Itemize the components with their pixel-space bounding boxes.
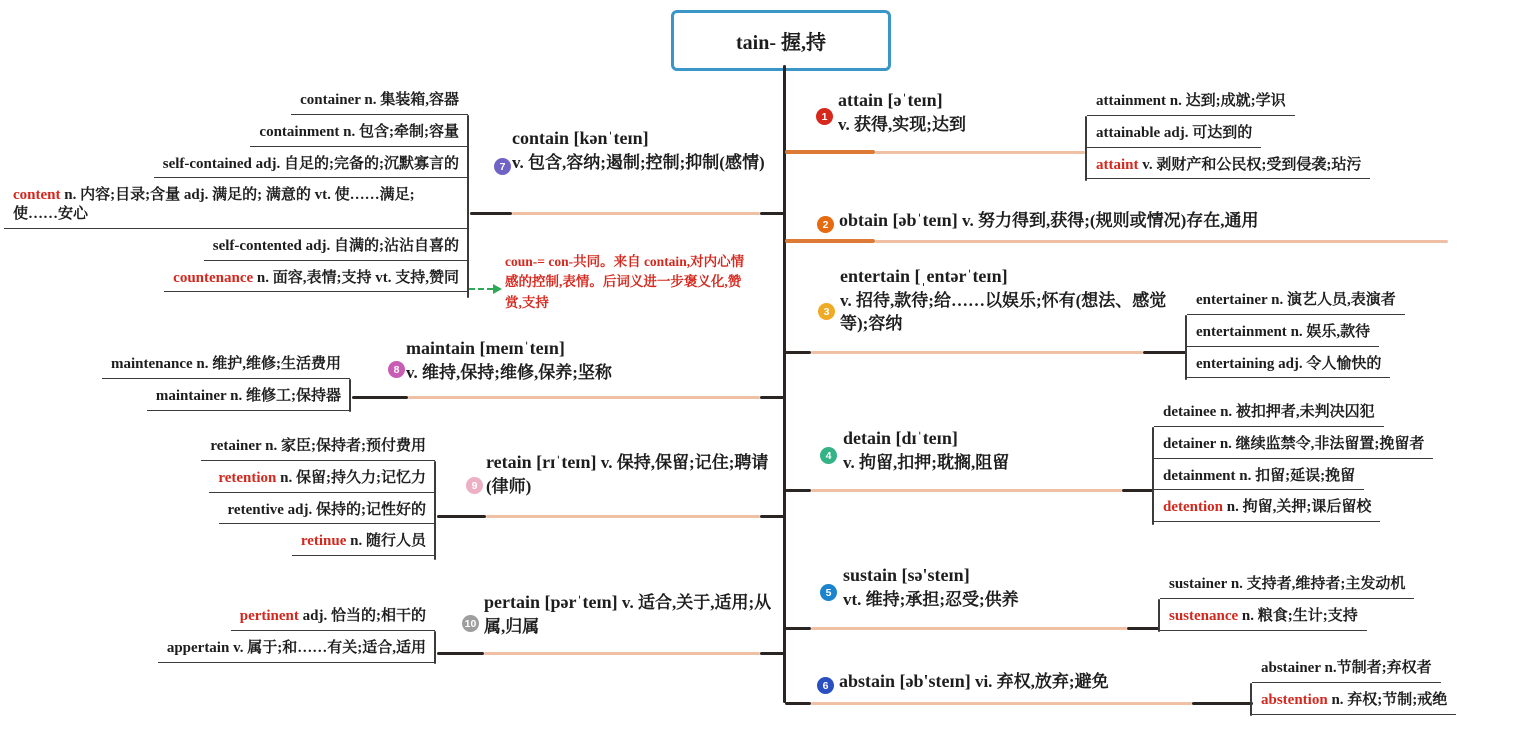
child-entertainer: entertainer n. 演艺人员,表演者 — [1187, 288, 1405, 315]
children-connector-detain — [1122, 489, 1154, 492]
children-contain — [0, 88, 468, 292]
child-pertinent: pertinent adj. 恰当的;相干的 — [231, 604, 435, 631]
children-attain — [1087, 89, 1370, 179]
def-contain: v. 包含,容纳;遏制;控制;抑制(感情) — [512, 152, 765, 172]
def-obtain: v. 努力得到,获得;(规则或情况)存在,通用 — [961, 211, 1259, 230]
child-entertaining: entertaining adj. 令人愉快的 — [1187, 352, 1390, 379]
badge-pertain: 10 — [462, 615, 479, 632]
def-attain: v. 获得,实现;达到 — [838, 114, 966, 134]
word-pertain: pertain — [484, 592, 540, 612]
child-sustenance: sustenance n. 粮食;生计;支持 — [1160, 604, 1367, 631]
child-sustainer: sustainer n. 支持者,维持者;主发动机 — [1160, 572, 1414, 599]
child-entertainment: entertainment n. 娱乐,款待 — [1187, 320, 1379, 347]
child-self-contented: self-contented adj. 自满的;沾沾自喜的 — [204, 234, 468, 261]
node-retain — [486, 450, 774, 498]
child-containment: containment n. 包含;牵制;容量 — [250, 120, 468, 147]
child-retainer: retainer n. 家臣;保持者;预付费用 — [201, 434, 435, 461]
phonetic-obtain: [əbˈteɪn] — [892, 210, 958, 230]
children-spine-maintain — [349, 379, 351, 412]
child-container: container n. 集装箱,容器 — [291, 88, 468, 115]
phonetic-retain: [rɪˈteɪn] — [536, 452, 597, 472]
branch-line-maintain — [408, 396, 760, 399]
branch-line-obtain — [785, 239, 875, 243]
branch-line-attain-2 — [875, 151, 1085, 154]
children-retain — [0, 434, 435, 556]
badge-maintain: 8 — [388, 361, 405, 378]
phonetic-detain: [dɪˈteɪn] — [895, 428, 958, 448]
branch-elbow-retain — [760, 515, 785, 518]
node-entertain — [840, 264, 1185, 336]
phonetic-abstain: [əb'steɪn] — [899, 671, 971, 691]
node-detain — [843, 426, 1009, 474]
badge-sustain: 5 — [820, 584, 837, 601]
child-detainment: detainment n. 扣留;延误;挽留 — [1154, 464, 1364, 491]
child-attainment: attainment n. 达到;成就;学识 — [1087, 89, 1295, 116]
branch-line-pertain — [484, 652, 760, 655]
green-arrowhead-icon — [493, 284, 502, 294]
children-spine-sustain — [1158, 599, 1160, 632]
branch-line-detain — [811, 489, 1122, 492]
children-sustain — [1160, 572, 1414, 631]
word-sustain: sustain — [843, 565, 898, 585]
child-abstention: abstention n. 弃权;节制;戒绝 — [1252, 688, 1456, 715]
branch-line-retain — [486, 515, 760, 518]
child-countenance: countenance n. 面容,表情;支持 vt. 支持,赞同 — [164, 266, 468, 293]
branch-line-obtain-2 — [875, 240, 1448, 243]
children-spine-entertain — [1185, 315, 1187, 380]
children-pertain — [0, 604, 435, 663]
child-detainer: detainer n. 继续监禁令,非法留置;挽留者 — [1154, 432, 1433, 459]
children-entertain — [1187, 288, 1405, 378]
child-maintainer: maintainer n. 维修工;保持器 — [147, 384, 350, 411]
node-abstain — [839, 669, 1109, 694]
def-retain: v. 保持,保留;记住;聘请(律师) — [486, 453, 769, 496]
phonetic-pertain: [pərˈteɪn] — [544, 592, 618, 612]
word-abstain: abstain — [839, 671, 896, 691]
branch-line-abstain — [811, 702, 1192, 705]
branch-elbow-pertain — [760, 652, 785, 655]
branch-elbow-entertain — [785, 351, 811, 354]
child-attainable: attainable adj. 可达到的 — [1087, 121, 1261, 148]
branch-elbow-sustain — [785, 627, 811, 630]
children-maintain — [0, 352, 350, 411]
branch-elbow-abstain — [785, 702, 811, 705]
badge-abstain: 6 — [817, 677, 834, 694]
etymology-note: coun-= con-共同。来自 contain,对内心情感的控制,表情。后词义进一步褒义化,赞赏,支持 — [505, 254, 745, 310]
word-retain: retain — [486, 452, 532, 472]
badge-detain: 4 — [820, 447, 837, 464]
children-spine-contain — [467, 115, 469, 298]
child-detention: detention n. 拘留,关押;课后留校 — [1154, 495, 1380, 522]
children-connector-entertain — [1143, 351, 1187, 354]
badge-retain: 9 — [466, 477, 483, 494]
child-maintenance: maintenance n. 维护,维修;生活费用 — [102, 352, 350, 379]
children-spine-attain — [1085, 116, 1087, 181]
def-detain: v. 拘留,扣押;耽搁,阻留 — [843, 452, 1010, 472]
children-connector-pertain — [437, 652, 484, 655]
word-maintain: maintain — [406, 338, 476, 358]
node-attain — [838, 88, 966, 136]
branch-elbow-contain — [760, 212, 785, 215]
children-spine-abstain — [1250, 683, 1252, 716]
node-sustain — [843, 563, 1019, 611]
branch-line-attain — [785, 150, 875, 154]
root-topic — [671, 10, 891, 71]
phonetic-contain: [kənˈteɪn] — [573, 128, 649, 148]
def-abstain: vi. 弃权,放弃;避免 — [974, 672, 1109, 691]
word-contain: contain — [512, 128, 570, 148]
child-content: content n. 内容;目录;含量 adj. 满足的; 满意的 vt. 使……满足;使……安心 — [4, 183, 468, 229]
phonetic-attain: [əˈteɪn] — [887, 90, 943, 110]
node-obtain — [839, 208, 1258, 233]
branch-elbow-maintain — [760, 396, 785, 399]
child-appertain: appertain v. 属于;和……有关;适合,适用 — [158, 636, 435, 663]
word-obtain: obtain — [839, 210, 889, 230]
node-maintain — [406, 336, 612, 384]
word-detain: detain — [843, 428, 892, 448]
children-connector-sustain — [1127, 627, 1160, 630]
children-connector-abstain — [1192, 702, 1253, 705]
node-pertain — [484, 590, 772, 638]
children-abstain — [1252, 656, 1456, 715]
badge-obtain: 2 — [817, 216, 834, 233]
children-detain — [1154, 400, 1433, 522]
children-spine-pertain — [434, 631, 436, 664]
child-retinue: retinue n. 随行人员 — [292, 529, 435, 556]
root-topic-label: tain- 握,持 — [736, 32, 826, 54]
child-self-contained: self-contained adj. 自足的;完备的;沉默寡言的 — [154, 152, 468, 179]
def-pertain: v. 适合,关于,适用;从属,归属 — [484, 593, 772, 636]
def-sustain: vt. 维持;承担;忍受;供养 — [843, 589, 1019, 609]
phonetic-maintain: [meɪnˈteɪn] — [479, 338, 565, 358]
child-abstainer: abstainer n.节制者;弃权者 — [1252, 656, 1441, 683]
children-connector-contain — [470, 212, 512, 215]
word-entertain: entertain — [840, 266, 910, 286]
children-connector-retain — [437, 515, 486, 518]
def-entertain: v. 招待,款待;给……以娱乐;怀有(想法、感觉等);容纳 — [840, 290, 1167, 334]
child-retentive: retentive adj. 保持的;记性好的 — [219, 498, 435, 525]
green-dashed-arrow-icon — [469, 288, 493, 290]
children-spine-retain — [434, 461, 436, 560]
branch-line-contain — [512, 212, 760, 215]
child-detainee: detainee n. 被扣押者,未判决囚犯 — [1154, 400, 1384, 427]
word-attain: attain — [838, 90, 883, 110]
child-retention: retention n. 保留;持久力;记忆力 — [209, 466, 435, 493]
child-attaint: attaint v. 剥财产和公民权;受到侵袭;玷污 — [1087, 153, 1370, 180]
badge-contain: 7 — [494, 158, 511, 175]
def-maintain: v. 维持,保持;维修,保养;坚称 — [406, 362, 612, 382]
badge-attain: 1 — [816, 108, 833, 125]
phonetic-sustain: [sə'steɪn] — [901, 565, 970, 585]
branch-elbow-detain — [785, 489, 811, 492]
branch-line-entertain — [811, 351, 1143, 354]
node-contain — [512, 126, 784, 174]
children-connector-maintain — [352, 396, 408, 399]
children-spine-detain — [1152, 427, 1154, 525]
branch-line-sustain — [811, 627, 1127, 630]
phonetic-entertain: [ˌentərˈteɪn] — [914, 266, 1008, 286]
badge-entertain: 3 — [818, 303, 835, 320]
